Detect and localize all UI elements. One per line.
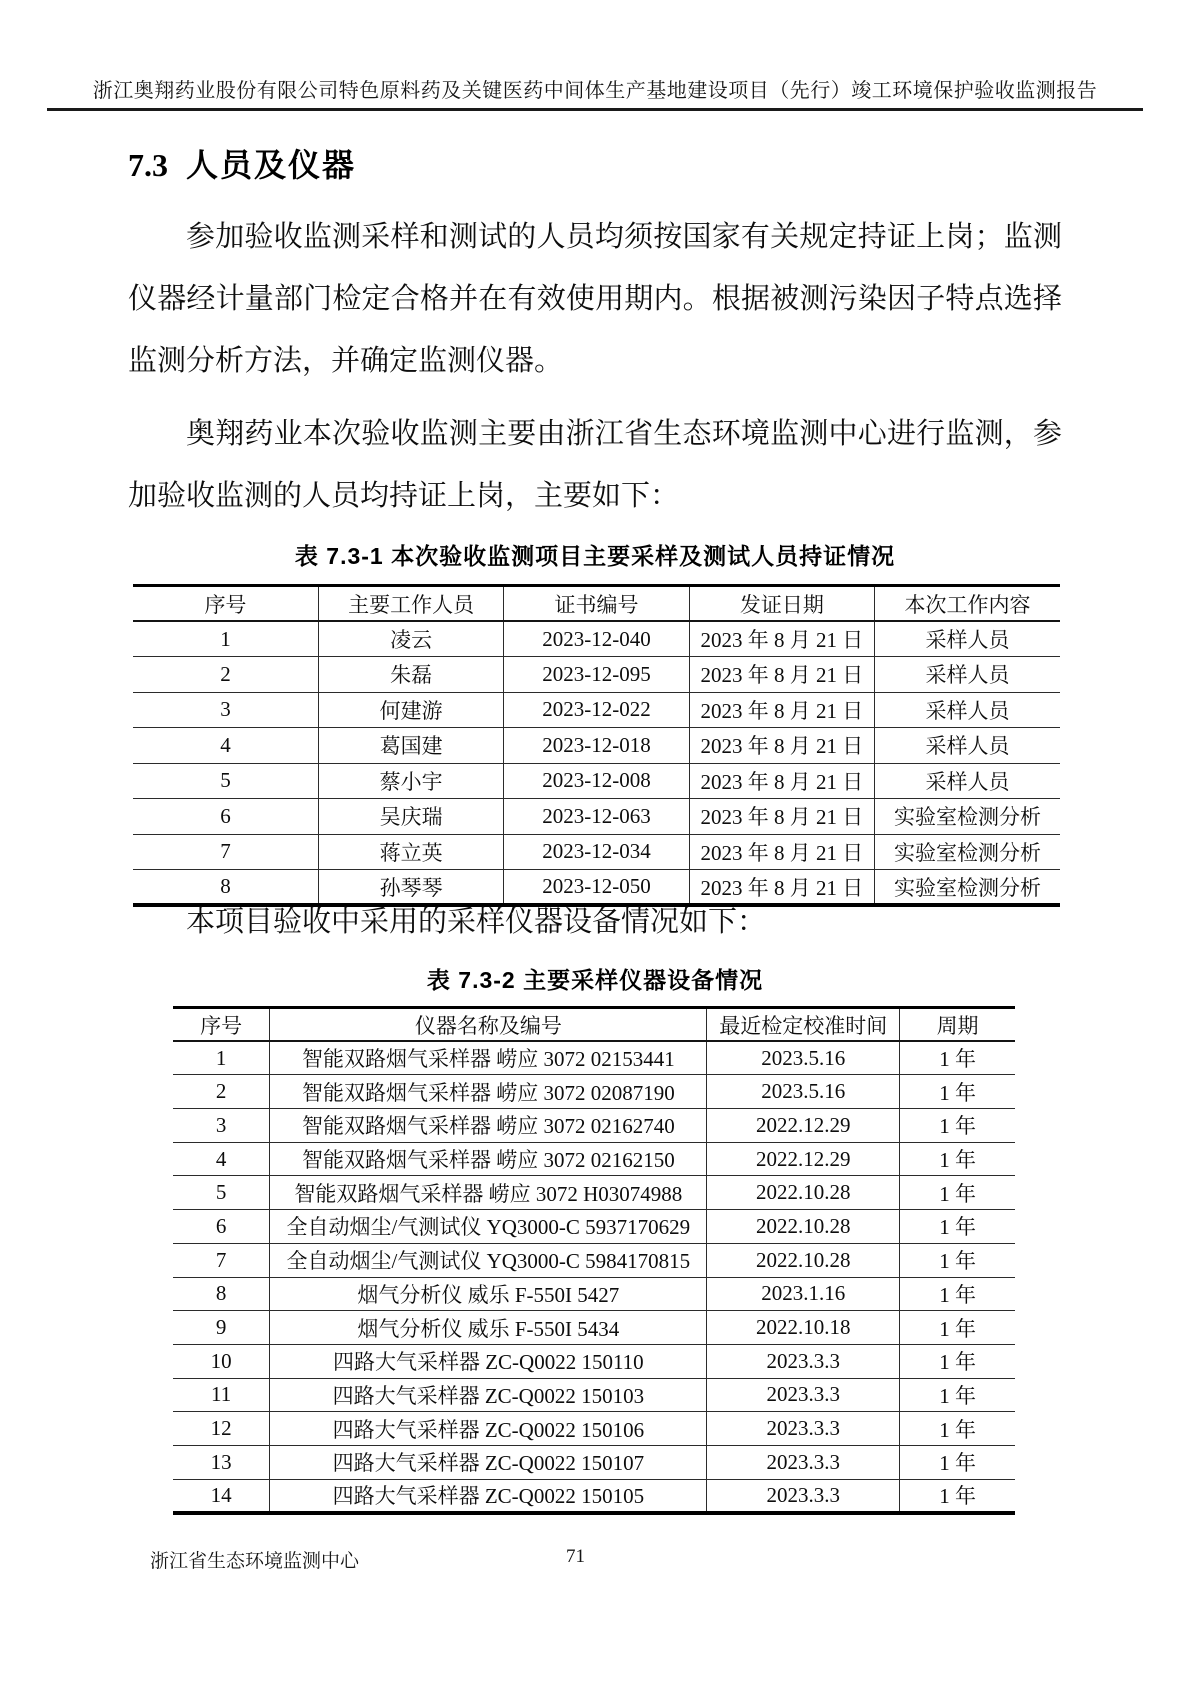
table-row xyxy=(133,728,1060,764)
table-cell: 1 年 xyxy=(900,1311,1015,1345)
table-cell: 5 xyxy=(133,763,318,799)
table-row xyxy=(173,1243,1015,1277)
personnel-certification-table xyxy=(133,584,1060,907)
table-row xyxy=(173,1142,1015,1176)
table-cell: 9 xyxy=(173,1311,270,1345)
table-cell: 2023 年 8 月 21 日 xyxy=(689,728,874,764)
paragraph-equipment-intro: 本项目验收中采用的采样仪器设备情况如下： xyxy=(186,906,767,938)
column-header: 证书编号 xyxy=(504,586,689,622)
table-cell: 采样人员 xyxy=(875,621,1060,657)
table-cell: 2023.3.3 xyxy=(707,1479,900,1513)
table-cell: 1 xyxy=(133,621,318,657)
table-cell: 6 xyxy=(133,799,318,835)
table-cell: 全自动烟尘/气测试仪 YQ3000-C 5937170629 xyxy=(270,1210,707,1244)
table-cell: 2022.10.28 xyxy=(707,1243,900,1277)
table-cell: 1 年 xyxy=(900,1075,1015,1109)
table-cell: 2023-12-050 xyxy=(504,870,689,906)
table-row xyxy=(133,870,1060,906)
table-row xyxy=(133,657,1060,693)
section-title: 人员及仪器 xyxy=(186,147,357,183)
table-cell: 2023-12-034 xyxy=(504,834,689,870)
table-cell: 2023-12-040 xyxy=(504,621,689,657)
table-cell: 四路大气采样器 ZC-Q0022 150103 xyxy=(270,1378,707,1412)
table-cell: 2023.3.3 xyxy=(707,1412,900,1446)
table-cell: 5 xyxy=(173,1176,270,1210)
table-cell: 实验室检测分析 xyxy=(875,870,1060,906)
table-cell: 2022.10.18 xyxy=(707,1311,900,1345)
table-cell: 实验室检测分析 xyxy=(875,799,1060,835)
table-cell: 四路大气采样器 ZC-Q0022 150110 xyxy=(270,1344,707,1378)
table-row xyxy=(173,1075,1015,1109)
table-cell: 4 xyxy=(173,1142,270,1176)
column-header: 发证日期 xyxy=(689,586,874,622)
table-cell: 2023.3.3 xyxy=(707,1344,900,1378)
table-cell: 2023 年 8 月 21 日 xyxy=(689,799,874,835)
table-cell: 吴庆瑞 xyxy=(318,799,503,835)
table-row xyxy=(173,1311,1015,1345)
table-cell: 1 年 xyxy=(900,1344,1015,1378)
table-cell: 10 xyxy=(173,1344,270,1378)
table-cell: 智能双路烟气采样器 崂应 3072 02162740 xyxy=(270,1109,707,1143)
table-row xyxy=(173,1412,1015,1446)
table-cell: 2022.12.29 xyxy=(707,1142,900,1176)
footer-site-name: 浙江省生态环境监测中心 xyxy=(150,1551,360,1572)
table-cell: 1 年 xyxy=(900,1445,1015,1479)
table-cell: 2023.5.16 xyxy=(707,1041,900,1075)
table-cell: 1 年 xyxy=(900,1210,1015,1244)
table-cell: 2022.10.28 xyxy=(707,1176,900,1210)
table-cell: 2023-12-018 xyxy=(504,728,689,764)
table-cell: 14 xyxy=(173,1479,270,1513)
table-cell: 四路大气采样器 ZC-Q0022 150107 xyxy=(270,1445,707,1479)
table-cell: 2023 年 8 月 21 日 xyxy=(689,870,874,906)
table-row xyxy=(173,1344,1015,1378)
table-cell: 2023.1.16 xyxy=(707,1277,900,1311)
table-cell: 2023.5.16 xyxy=(707,1075,900,1109)
table-cell: 2 xyxy=(173,1075,270,1109)
table-cell: 采样人员 xyxy=(875,763,1060,799)
table-cell: 8 xyxy=(133,870,318,906)
table-cell: 智能双路烟气采样器 崂应 3072 H03074988 xyxy=(270,1176,707,1210)
table-cell: 3 xyxy=(173,1109,270,1143)
table-cell: 蒋立英 xyxy=(318,834,503,870)
paragraph-monitoring-org: 奥翔药业本次验收监测主要由浙江省生态环境监测中心进行监测，参加验收监测的人员均持证上岗，主要如下： xyxy=(128,418,1062,512)
column-header: 最近检定校准时间 xyxy=(707,1008,900,1042)
table-cell: 11 xyxy=(173,1378,270,1412)
table-cell: 2023 年 8 月 21 日 xyxy=(689,763,874,799)
table-cell: 智能双路烟气采样器 崂应 3072 02153441 xyxy=(270,1041,707,1075)
table-cell: 四路大气采样器 ZC-Q0022 150106 xyxy=(270,1412,707,1446)
table-cell: 2023.3.3 xyxy=(707,1445,900,1479)
table-row xyxy=(133,692,1060,728)
table-cell: 13 xyxy=(173,1445,270,1479)
table1-caption: 表 7.3-1 本次验收监测项目主要采样及测试人员持证情况 xyxy=(294,543,896,569)
table-cell: 烟气分析仪 威乐 F-550I 5434 xyxy=(270,1311,707,1345)
table-cell: 1 年 xyxy=(900,1142,1015,1176)
table-cell: 1 年 xyxy=(900,1378,1015,1412)
table-row xyxy=(173,1041,1015,1075)
column-header: 序号 xyxy=(133,586,318,622)
table-row xyxy=(133,621,1060,657)
page-number: 71 xyxy=(566,1546,585,1567)
table-cell: 蔡小宇 xyxy=(318,763,503,799)
table-row xyxy=(133,799,1060,835)
table-cell: 2023 年 8 月 21 日 xyxy=(689,834,874,870)
table-cell: 采样人员 xyxy=(875,728,1060,764)
table-row xyxy=(173,1176,1015,1210)
table-row xyxy=(173,1479,1015,1513)
section-heading xyxy=(128,140,356,186)
table-cell: 葛国建 xyxy=(318,728,503,764)
table-cell: 1 年 xyxy=(900,1176,1015,1210)
table-cell: 1 年 xyxy=(900,1041,1015,1075)
table-cell: 2022.10.28 xyxy=(707,1210,900,1244)
table-cell: 凌云 xyxy=(318,621,503,657)
table-cell: 8 xyxy=(173,1277,270,1311)
table-cell: 2 xyxy=(133,657,318,693)
table-row xyxy=(173,1445,1015,1479)
section-number: 7.3 xyxy=(128,147,168,183)
table-cell: 2023-12-063 xyxy=(504,799,689,835)
table-cell: 2023 年 8 月 21 日 xyxy=(689,621,874,657)
table-cell: 采样人员 xyxy=(875,692,1060,728)
table-cell: 2023-12-095 xyxy=(504,657,689,693)
table-cell: 2022.12.29 xyxy=(707,1109,900,1143)
table-row xyxy=(173,1277,1015,1311)
table-cell: 2023 年 8 月 21 日 xyxy=(689,657,874,693)
table-cell: 2023 年 8 月 21 日 xyxy=(689,692,874,728)
table-cell: 孙琴琴 xyxy=(318,870,503,906)
column-header: 仪器名称及编号 xyxy=(270,1008,707,1042)
paragraph-requirements: 参加验收监测采样和测试的人员均须按国家有关规定持证上岗；监测仪器经计量部门检定合格并在有效使用期内。根据被测污染因子特点选择监测分析方法，并确定监测仪器。 xyxy=(128,221,1062,377)
sampling-equipment-table xyxy=(173,1006,1015,1515)
table-cell: 3 xyxy=(133,692,318,728)
column-header: 本次工作内容 xyxy=(875,586,1060,622)
table-row xyxy=(173,1109,1015,1143)
table-cell: 何建游 xyxy=(318,692,503,728)
table-cell: 6 xyxy=(173,1210,270,1244)
table-cell: 4 xyxy=(133,728,318,764)
table-cell: 7 xyxy=(133,834,318,870)
column-header: 序号 xyxy=(173,1008,270,1042)
table-row xyxy=(173,1378,1015,1412)
column-header: 周期 xyxy=(900,1008,1015,1042)
table-cell: 7 xyxy=(173,1243,270,1277)
table-cell: 2023.3.3 xyxy=(707,1378,900,1412)
table-header-row xyxy=(133,586,1060,622)
table2-caption: 表 7.3-2 主要采样仪器设备情况 xyxy=(426,967,764,993)
table-cell: 1 年 xyxy=(900,1243,1015,1277)
table-cell: 智能双路烟气采样器 崂应 3072 02087190 xyxy=(270,1075,707,1109)
table-row xyxy=(133,834,1060,870)
table-cell: 四路大气采样器 ZC-Q0022 150105 xyxy=(270,1479,707,1513)
column-header: 主要工作人员 xyxy=(318,586,503,622)
table-cell: 1 年 xyxy=(900,1479,1015,1513)
table-cell: 1 年 xyxy=(900,1109,1015,1143)
table-cell: 全自动烟尘/气测试仪 YQ3000-C 5984170815 xyxy=(270,1243,707,1277)
table-cell: 1 年 xyxy=(900,1277,1015,1311)
header-rule xyxy=(47,108,1143,111)
table-cell: 2023-12-022 xyxy=(504,692,689,728)
table-cell: 智能双路烟气采样器 崂应 3072 02162150 xyxy=(270,1142,707,1176)
table-cell: 采样人员 xyxy=(875,657,1060,693)
document-header: 浙江奥翔药业股份有限公司特色原料药及关键医药中间体生产基地建设项目（先行）竣工环境保护验收监测报告 xyxy=(92,80,1098,102)
table-cell: 1 年 xyxy=(900,1412,1015,1446)
table-cell: 2023-12-008 xyxy=(504,763,689,799)
table-cell: 1 xyxy=(173,1041,270,1075)
table-cell: 烟气分析仪 威乐 F-550I 5427 xyxy=(270,1277,707,1311)
table-cell: 实验室检测分析 xyxy=(875,834,1060,870)
table-row xyxy=(173,1210,1015,1244)
table-header-row xyxy=(173,1008,1015,1042)
table-cell: 朱磊 xyxy=(318,657,503,693)
table-row xyxy=(133,763,1060,799)
table-cell: 12 xyxy=(173,1412,270,1446)
